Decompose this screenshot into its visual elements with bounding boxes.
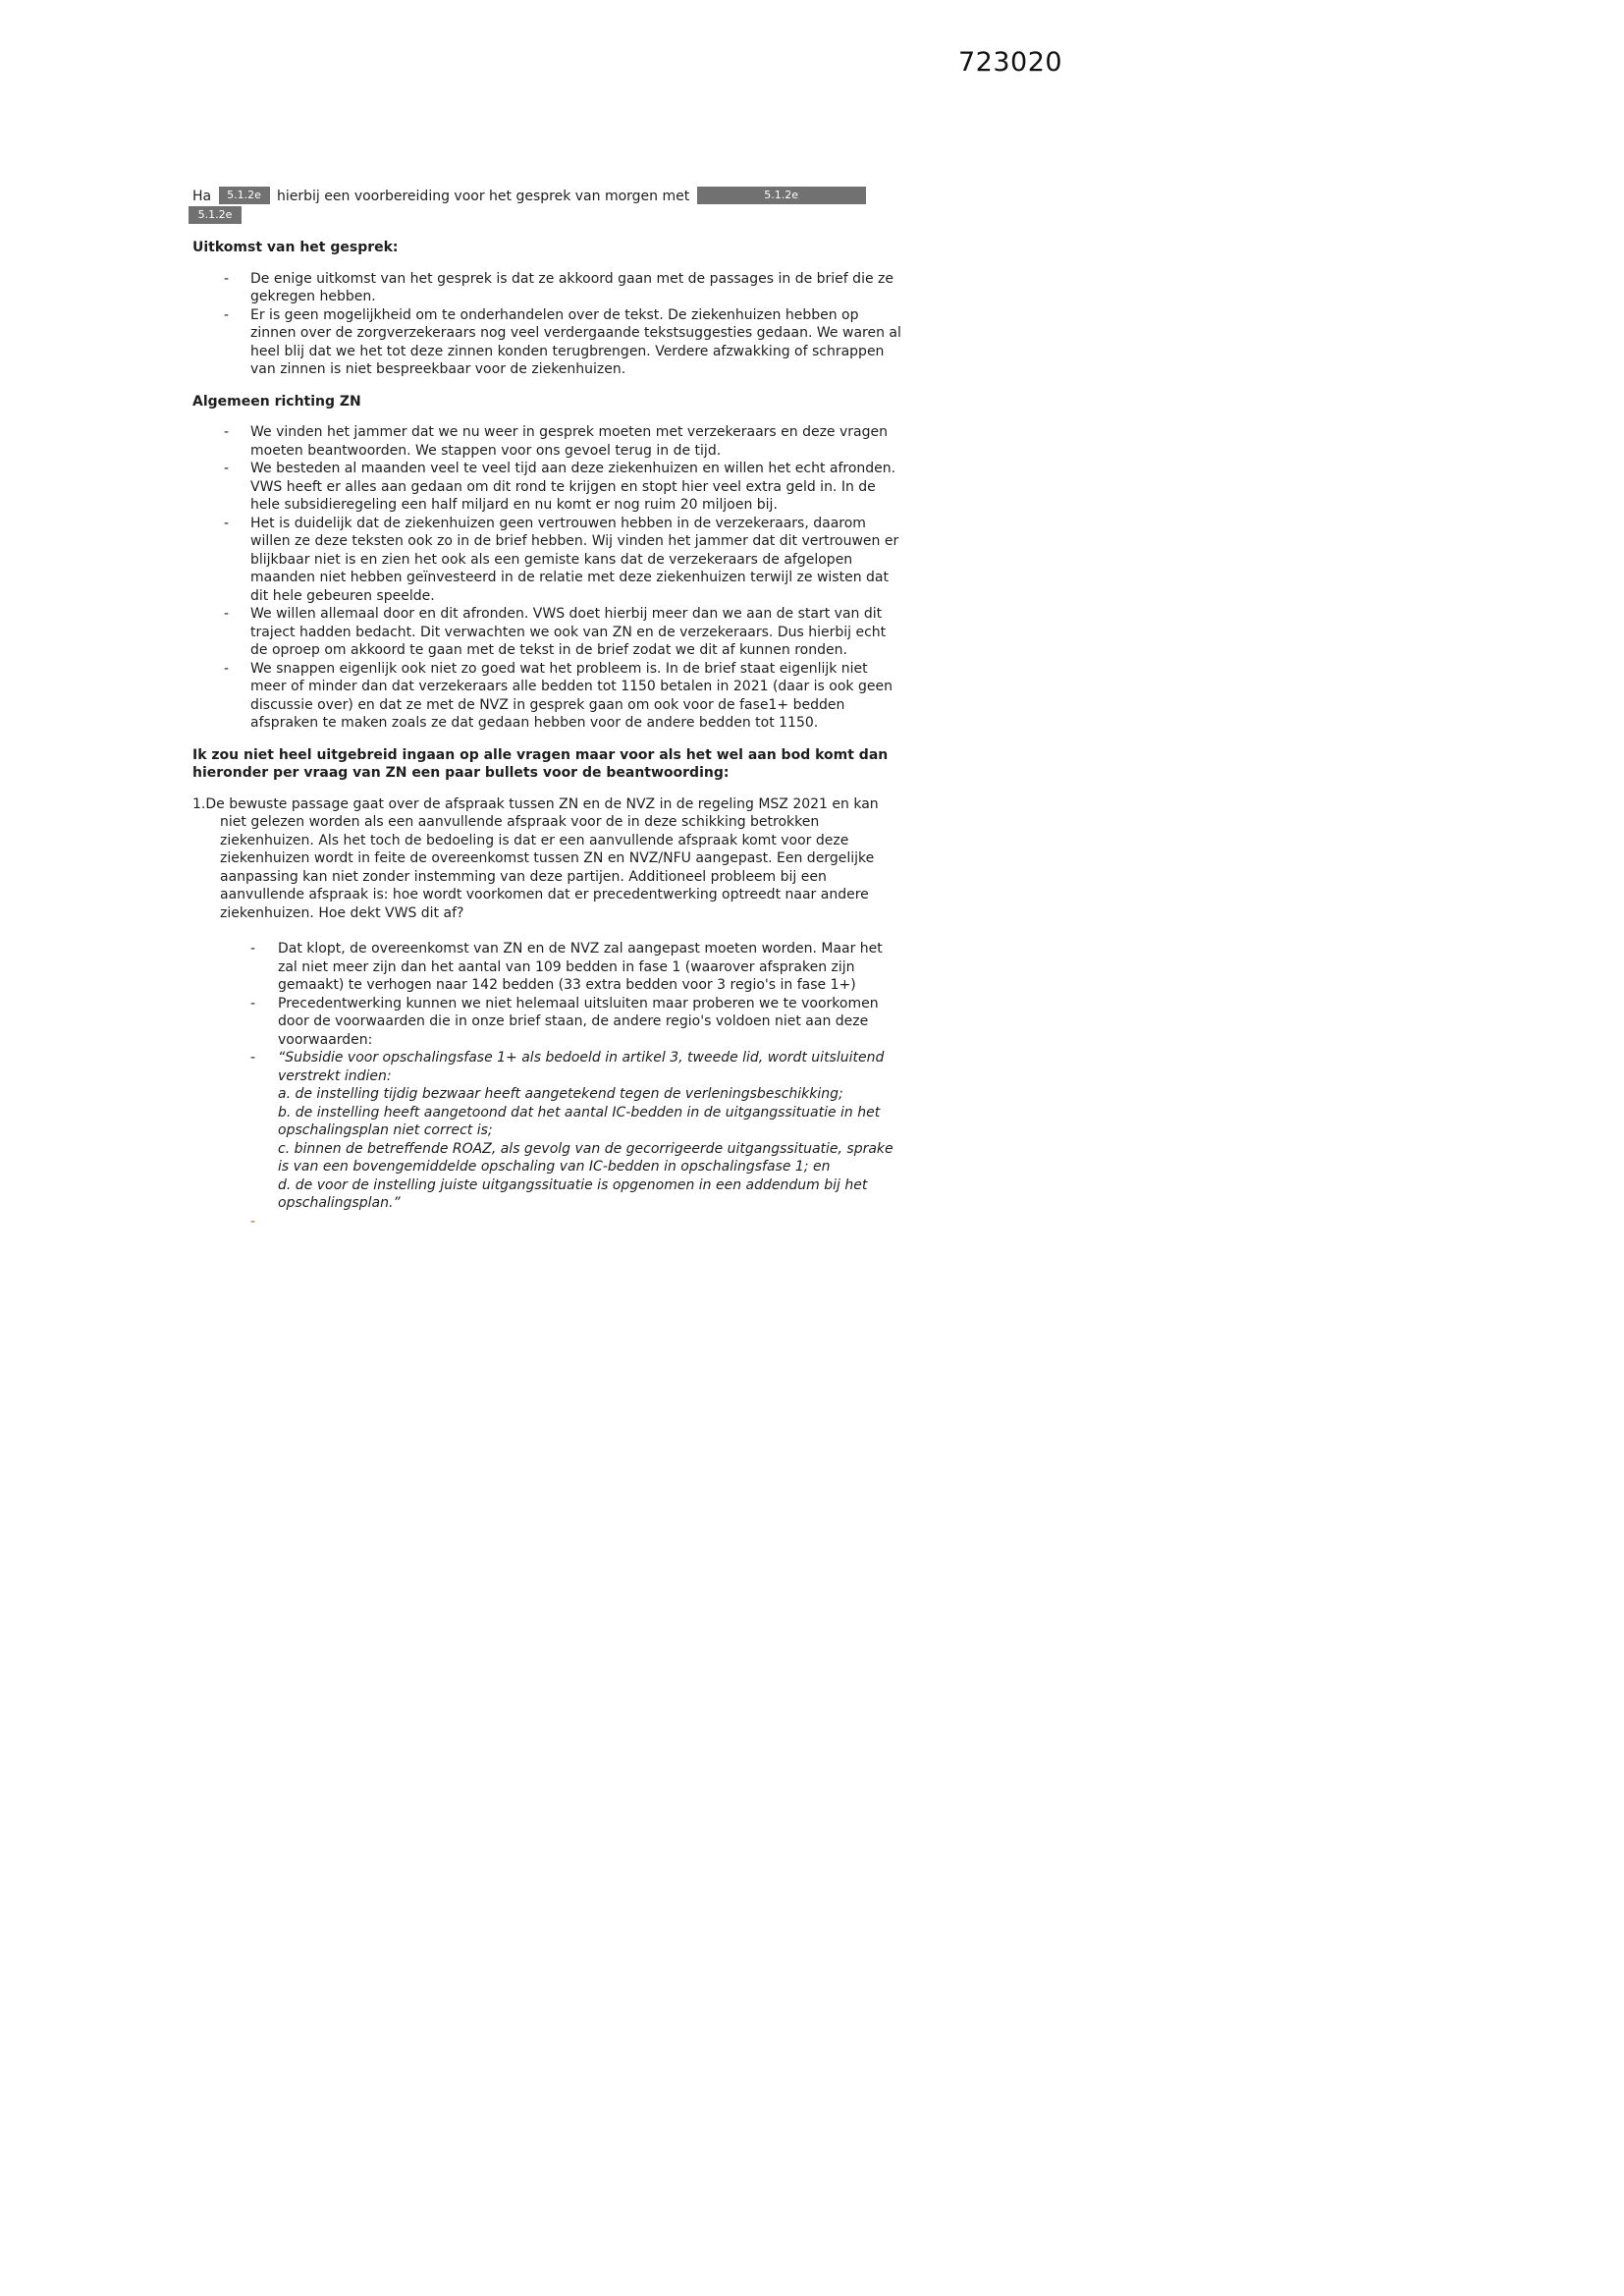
quote-line: c. binnen de betreffende ROAZ, als gevolg van de gecorrigeerde uitgangssituatie, sprake is van een bovengemiddelde opschaling van IC-bedden in opschalingsfase 1; en [278,1140,893,1175]
intro-line-2 [192,206,903,226]
bullet-dash: - [250,995,256,1011]
bullet-text: De enige uitkomst van het gesprek is dat ze akkoord gaan met de passages in de brief die ze gekregen hebben. [250,270,893,304]
bullet-dash: - [224,306,230,323]
document-content [192,187,903,1230]
bullet-dash-red: - [250,1213,256,1230]
list-item [224,306,903,379]
redaction-box: 5.1.2e [189,206,242,224]
bullet-dash: - [250,1050,256,1066]
list-item [224,460,903,515]
bullet-text-empty [278,1213,903,1231]
quote-line: d. de voor de instelling juiste uitgangssituatie is opgenomen in een addendum bij het opschalingsplan.” [278,1176,868,1211]
bullet-text: Er is geen mogelijkheid om te onderhandelen over de tekst. De ziekenhuizen hebben op zinnen over de zorgverzekeraars nog veel verdergaande tekstsuggesties gedaan. We waren al heel blij dat we het tot deze zinnen konden terugbrengen. Verdere afzwakking of schrappen van zinnen is niet bespreekbaar voor de ziekenhuizen. [250,306,901,377]
answer-bullet-list [192,940,903,1230]
regulation-quote [278,1049,903,1213]
question-number: 1. [192,795,206,812]
bullet-dash: - [224,660,230,677]
question-text: De bewuste passage gaat over de afspraak tussen ZN en de NVZ in de regeling MSZ 2021 en kan niet gelezen worden als een aanvullende afspraak voor de in deze schikking betrokken ziekenhuizen. Als het toch de bedoeling is dat er een aanvullende afspraak komt voor deze ziekenhuizen wordt in feite de overeenkomst tussen ZN en NVZ/NFU aangepast. Een dergelijke aanpassing kan niet zonder instemming van deze partijen. Additioneel probleem bij een aanvullende afspraak is: hoe wordt voorkomen dat er precedentwerking optreedt naar andere ziekenhuizen. Hoe dekt VWS dit af? [205,795,879,921]
redaction-box: 5.1.2e [219,187,270,204]
bullet-list-algemeen [192,423,903,733]
quote-line: b. de instelling heeft aangetoond dat het aantal IC-bedden in de uitgangssituatie in het opschalingsplan niet correct is; [278,1104,881,1138]
section-heading-uitkomst: Uitkomst van het gesprek: [192,240,399,255]
list-item [224,605,903,660]
intro-text: hierbij een voorbereiding voor het gesprek van morgen met [277,188,690,204]
intro-line-1 [192,187,903,206]
bullet-text: Precedentwerking kunnen we niet helemaal uitsluiten maar proberen we te voorkomen door de voorwaarden die in onze brief staan, de andere regio's voldoen niet aan deze voorwaarden: [278,995,879,1048]
quote-line: “Subsidie voor opschalingsfase 1+ als bedoeld in artikel 3, tweede lid, wordt uitsluitend verstrekt indien: [278,1050,885,1084]
bullet-dash: - [250,941,256,957]
bullet-list-uitkomst [192,270,903,379]
quote-line: a. de instelling tijdig bezwaar heeft aangetekend tegen de verleningsbeschikking; [278,1086,843,1102]
bullet-text: Dat klopt, de overeenkomst van ZN en de NVZ zal aangepast moeten worden. Maar het zal niet meer zijn dan het aantal van 109 bedden in fase 1 (waarover afspraken zijn gemaakt) te verhogen naar 142 bedden (33 extra bedden voor 3 regio's in fase 1+) [278,941,883,993]
bullet-text: We snappen eigenlijk ook niet zo goed wat het probleem is. In de brief staat eigenlijk niet meer of minder dan dat verzekeraars alle bedden tot 1150 betalen in 2021 (daar is ook geen discussie over) en dat ze met de NVZ in gesprek gaan om ook voor de fase1+ bedden afspraken te maken zoals ze dat gedaan hebben voor de andere bedden tot 1150. [250,660,893,731]
bullet-dash: - [224,424,230,440]
list-item [250,940,903,995]
bullet-dash: - [224,606,230,622]
document-number: 723020 [958,47,1063,78]
section-heading-instructie: Ik zou niet heel uitgebreid ingaan op alle vragen maar voor als het wel aan bod komt dan hieronder per vraag van ZN een paar bullets voor de beantwoording: [192,746,889,781]
list-item [224,660,903,733]
list-item [224,423,903,460]
bullet-text: We willen allemaal door en dit afronden. VWS doet hierbij meer dan we aan de start van dit traject hadden bedacht. Dit verwachten we ook van ZN en de verzekeraars. Dus hierbij echt de oproep om akkoord te gaan met de tekst in de brief zodat we dit af kunnen ronden. [250,606,887,658]
question-1 [192,795,903,923]
list-item-empty [250,1213,903,1231]
bullet-text: We vinden het jammer dat we nu weer in gesprek moeten met verzekeraars en deze vragen moeten beantwoorden. We stappen voor ons gevoel terug in de tijd. [250,424,888,459]
intro-greeting: Ha [192,188,212,204]
list-item [224,515,903,606]
bullet-dash: - [224,461,230,476]
bullet-text: Het is duidelijk dat de ziekenhuizen geen vertrouwen hebben in de verzekeraars, daarom willen ze deze teksten ook zo in de brief hebben. Wij vinden het jammer dat dit vertrouwen er blijkbaar niet is en zien het ook als een gemiste kans dat de verzekeraars de afgelopen maanden niet hebben geïnvesteerd in de relatie met deze ziekenhuizen terwijl ze wisten dat dit hele gebeuren speelde. [250,515,899,604]
bullet-dash: - [224,270,230,287]
list-item [250,995,903,1050]
bullet-dash: - [224,515,230,531]
list-item [224,270,903,306]
redaction-box: 5.1.2e [697,187,866,204]
list-item-quote [250,1049,903,1213]
section-heading-algemeen: Algemeen richting ZN [192,393,361,410]
bullet-text: We besteden al maanden veel te veel tijd aan deze ziekenhuizen en willen het echt afronden. VWS heeft er alles aan gedaan om dit rond te krijgen en stopt hier veel extra geld in. In de hele subsidieregeling een half miljard en nu komt er nog ruim 20 miljoen bij. [250,461,896,513]
